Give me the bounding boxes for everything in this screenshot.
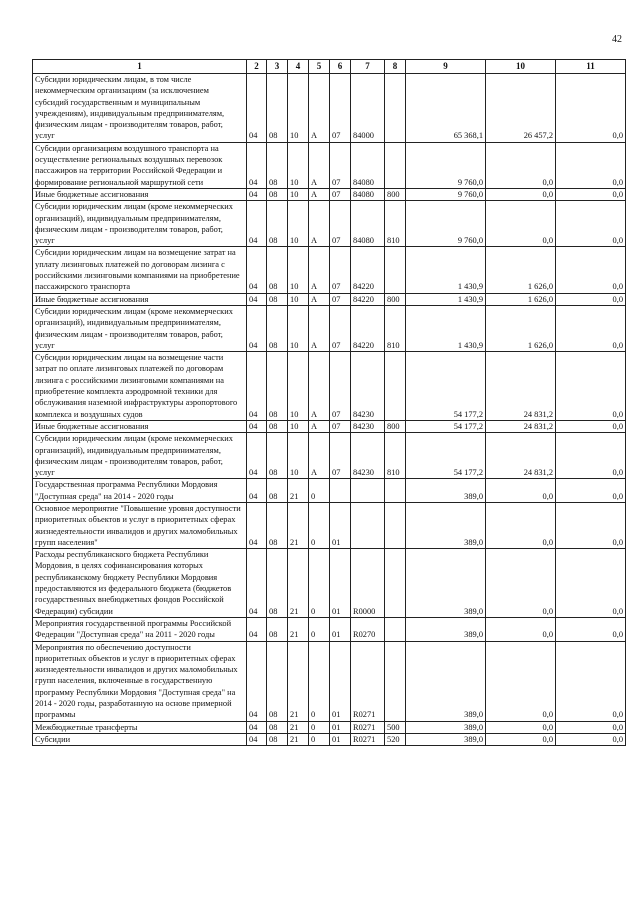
table-row: [33, 733, 626, 745]
amount-column-9: 54 177,2: [406, 433, 486, 479]
column-header: 7: [351, 60, 385, 74]
subprogram-code: А: [309, 74, 330, 143]
row-description: Основное мероприятие "Повышение уровня доступности приоритетных объектов и услуг в приоритетных сферах жизнедеятельности инвалидов и других маломобильных групп населения": [33, 502, 247, 548]
amount-column-11: 0,0: [556, 433, 626, 479]
column-header: 2: [247, 60, 267, 74]
program-code: 10: [288, 293, 309, 305]
section-code: 04: [247, 293, 267, 305]
event-code: 01: [330, 617, 351, 641]
program-code: 10: [288, 420, 309, 432]
section-code: 04: [247, 420, 267, 432]
section-code: 04: [247, 305, 267, 351]
expense-type-code: [385, 247, 406, 293]
subsection-code: 08: [267, 733, 288, 745]
amount-column-10: 0,0: [486, 617, 556, 641]
amount-column-9: 1 430,9: [406, 293, 486, 305]
row-description: Мероприятия государственной программы Российской Федерации "Доступная среда" на 2011 - 2020 годы: [33, 617, 247, 641]
expense-type-code: 800: [385, 420, 406, 432]
expense-type-code: [385, 617, 406, 641]
program-code: 21: [288, 733, 309, 745]
expense-type-code: [385, 142, 406, 188]
subprogram-code: 0: [309, 733, 330, 745]
amount-column-11: 0,0: [556, 502, 626, 548]
table-row: [33, 201, 626, 247]
amount-column-10: 0,0: [486, 188, 556, 200]
direction-code: 84230: [351, 420, 385, 432]
amount-column-9: 65 368,1: [406, 74, 486, 143]
expense-type-code: [385, 352, 406, 421]
subprogram-code: 0: [309, 617, 330, 641]
expense-type-code: 800: [385, 293, 406, 305]
amount-column-9: 1 430,9: [406, 305, 486, 351]
amount-column-10: 1 626,0: [486, 293, 556, 305]
table-row: [33, 247, 626, 293]
direction-code: 84230: [351, 352, 385, 421]
table-row: [33, 420, 626, 432]
subsection-code: 08: [267, 142, 288, 188]
amount-column-9: 54 177,2: [406, 420, 486, 432]
event-code: [330, 479, 351, 503]
amount-column-11: 0,0: [556, 733, 626, 745]
expense-type-code: [385, 479, 406, 503]
subsection-code: 08: [267, 479, 288, 503]
amount-column-10: 0,0: [486, 721, 556, 733]
direction-code: R0271: [351, 641, 385, 721]
subprogram-code: 0: [309, 479, 330, 503]
row-description: Субсидии юридическим лицам на возмещение части затрат по оплате лизинговых платежей по договорам лизинга с российскими лизинговыми компаниями на приобретение комплекта аэродромной техники для обслуживания наземной инфраструктуры аэропортового комплекса и воздушных судов: [33, 352, 247, 421]
expense-type-code: [385, 74, 406, 143]
direction-code: 84080: [351, 201, 385, 247]
amount-column-11: 0,0: [556, 479, 626, 503]
amount-column-9: 9 760,0: [406, 201, 486, 247]
program-code: 10: [288, 352, 309, 421]
program-code: 10: [288, 142, 309, 188]
subprogram-code: А: [309, 433, 330, 479]
budget-table: [32, 59, 626, 746]
event-code: 07: [330, 352, 351, 421]
direction-code: R0271: [351, 721, 385, 733]
section-code: 04: [247, 549, 267, 618]
subprogram-code: 0: [309, 549, 330, 618]
row-description: Субсидии организациям воздушного транспорта на осуществление региональных воздушных перевозок пассажиров на территории Российской Федерации и формирование региональной маршрутной сети: [33, 142, 247, 188]
table-row: [33, 549, 626, 618]
table-row: [33, 479, 626, 503]
amount-column-11: 0,0: [556, 305, 626, 351]
subsection-code: 08: [267, 641, 288, 721]
event-code: 01: [330, 641, 351, 721]
column-header: 8: [385, 60, 406, 74]
program-code: 10: [288, 74, 309, 143]
row-description: Субсидии юридическим лицам (кроме некоммерческих организаций), индивидуальным предпринимателям, физическим лицам - производителям товаров, работ, услуг: [33, 201, 247, 247]
amount-column-10: 26 457,2: [486, 74, 556, 143]
subprogram-code: А: [309, 420, 330, 432]
row-description: Субсидии: [33, 733, 247, 745]
section-code: 04: [247, 733, 267, 745]
table-row: [33, 142, 626, 188]
expense-type-code: [385, 641, 406, 721]
expense-type-code: 810: [385, 433, 406, 479]
expense-type-code: 810: [385, 305, 406, 351]
amount-column-10: 0,0: [486, 479, 556, 503]
amount-column-11: 0,0: [556, 617, 626, 641]
section-code: 04: [247, 142, 267, 188]
row-description: Субсидии юридическим лицам (кроме некоммерческих организаций), индивидуальным предпринимателям, физическим лицам - производителям товаров, работ, услуг: [33, 305, 247, 351]
amount-column-10: 24 831,2: [486, 352, 556, 421]
program-code: 10: [288, 247, 309, 293]
row-description: Государственная программа Республики Мордовия "Доступная среда" на 2014 - 2020 годы: [33, 479, 247, 503]
expense-type-code: [385, 549, 406, 618]
amount-column-11: 0,0: [556, 352, 626, 421]
section-code: 04: [247, 641, 267, 721]
subprogram-code: А: [309, 142, 330, 188]
section-code: 04: [247, 617, 267, 641]
direction-code: 84220: [351, 293, 385, 305]
direction-code: 84220: [351, 305, 385, 351]
expense-type-code: 810: [385, 201, 406, 247]
direction-code: [351, 479, 385, 503]
expense-type-code: 800: [385, 188, 406, 200]
row-description: Расходы республиканского бюджета Республики Мордовия, в целях софинансирования которых республиканскому бюджету Республики Мордовия предоставляются из федерального бюджета (бюджетов государственных внебюджетных фондов Российской Федерации) субсидии: [33, 549, 247, 618]
expense-type-code: [385, 502, 406, 548]
table-row: [33, 305, 626, 351]
amount-column-11: 0,0: [556, 420, 626, 432]
section-code: 04: [247, 433, 267, 479]
table-row: [33, 188, 626, 200]
amount-column-11: 0,0: [556, 549, 626, 618]
table-row: [33, 502, 626, 548]
amount-column-11: 0,0: [556, 641, 626, 721]
program-code: 10: [288, 433, 309, 479]
direction-code: R0000: [351, 549, 385, 618]
column-header: 3: [267, 60, 288, 74]
subprogram-code: А: [309, 201, 330, 247]
amount-column-10: 24 831,2: [486, 420, 556, 432]
expense-type-code: 500: [385, 721, 406, 733]
table-row: [33, 721, 626, 733]
section-code: 04: [247, 352, 267, 421]
program-code: 21: [288, 641, 309, 721]
direction-code: 84080: [351, 188, 385, 200]
amount-column-9: 9 760,0: [406, 142, 486, 188]
subsection-code: 08: [267, 201, 288, 247]
amount-column-10: 0,0: [486, 201, 556, 247]
amount-column-9: 1 430,9: [406, 247, 486, 293]
event-code: 07: [330, 74, 351, 143]
direction-code: 84220: [351, 247, 385, 293]
direction-code: R0271: [351, 733, 385, 745]
program-code: 21: [288, 502, 309, 548]
program-code: 21: [288, 617, 309, 641]
subsection-code: 08: [267, 420, 288, 432]
subprogram-code: 0: [309, 721, 330, 733]
program-code: 21: [288, 479, 309, 503]
column-header: 11: [556, 60, 626, 74]
amount-column-10: 0,0: [486, 733, 556, 745]
program-code: 10: [288, 305, 309, 351]
event-code: 07: [330, 305, 351, 351]
direction-code: 84000: [351, 74, 385, 143]
column-header: 4: [288, 60, 309, 74]
subsection-code: 08: [267, 74, 288, 143]
event-code: 01: [330, 549, 351, 618]
amount-column-9: 389,0: [406, 479, 486, 503]
subsection-code: 08: [267, 549, 288, 618]
amount-column-11: 0,0: [556, 74, 626, 143]
column-header: 5: [309, 60, 330, 74]
amount-column-10: 1 626,0: [486, 305, 556, 351]
subprogram-code: А: [309, 247, 330, 293]
subprogram-code: А: [309, 188, 330, 200]
subprogram-code: А: [309, 293, 330, 305]
row-description: Субсидии юридическим лицам, в том числе некоммерческим организациям (за исключением субсидий государственным и муниципальным учреждениям), индивидуальным предпринимателям, физическим лицам - производителям товаров, работ, услуг: [33, 74, 247, 143]
amount-column-9: 389,0: [406, 617, 486, 641]
amount-column-11: 0,0: [556, 293, 626, 305]
table-row: [33, 293, 626, 305]
amount-column-9: 389,0: [406, 641, 486, 721]
table-row: [33, 617, 626, 641]
section-code: 04: [247, 201, 267, 247]
program-code: 10: [288, 201, 309, 247]
column-header: 1: [33, 60, 247, 74]
subprogram-code: 0: [309, 641, 330, 721]
subsection-code: 08: [267, 617, 288, 641]
column-header: 9: [406, 60, 486, 74]
event-code: 07: [330, 293, 351, 305]
amount-column-11: 0,0: [556, 201, 626, 247]
table-row: [33, 74, 626, 143]
amount-column-11: 0,0: [556, 142, 626, 188]
section-code: 04: [247, 721, 267, 733]
subsection-code: 08: [267, 352, 288, 421]
direction-code: 84080: [351, 142, 385, 188]
amount-column-10: 0,0: [486, 641, 556, 721]
subsection-code: 08: [267, 293, 288, 305]
expense-type-code: 520: [385, 733, 406, 745]
amount-column-10: 0,0: [486, 142, 556, 188]
subprogram-code: А: [309, 305, 330, 351]
section-code: 04: [247, 188, 267, 200]
amount-column-10: 0,0: [486, 549, 556, 618]
amount-column-11: 0,0: [556, 247, 626, 293]
row-description: Иные бюджетные ассигнования: [33, 420, 247, 432]
event-code: 07: [330, 247, 351, 293]
row-description: Субсидии юридическим лицам на возмещение затрат на уплату лизинговых платежей по договорам лизинга с российскими лизинговыми компаниями на приобретение пассажирского транспорта: [33, 247, 247, 293]
event-code: 07: [330, 201, 351, 247]
row-description: Межбюджетные трансферты: [33, 721, 247, 733]
row-description: Иные бюджетные ассигнования: [33, 293, 247, 305]
section-code: 04: [247, 74, 267, 143]
subprogram-code: А: [309, 352, 330, 421]
amount-column-10: 24 831,2: [486, 433, 556, 479]
subprogram-code: 0: [309, 502, 330, 548]
amount-column-11: 0,0: [556, 188, 626, 200]
direction-code: [351, 502, 385, 548]
program-code: 21: [288, 721, 309, 733]
amount-column-9: 389,0: [406, 549, 486, 618]
amount-column-9: 389,0: [406, 733, 486, 745]
subsection-code: 08: [267, 433, 288, 479]
amount-column-11: 0,0: [556, 721, 626, 733]
header-row: [33, 60, 626, 74]
event-code: 07: [330, 420, 351, 432]
event-code: 07: [330, 188, 351, 200]
amount-column-10: 1 626,0: [486, 247, 556, 293]
table-row: [33, 641, 626, 721]
section-code: 04: [247, 479, 267, 503]
subsection-code: 08: [267, 721, 288, 733]
subsection-code: 08: [267, 502, 288, 548]
table-row: [33, 352, 626, 421]
event-code: 07: [330, 142, 351, 188]
column-header: 10: [486, 60, 556, 74]
amount-column-9: 9 760,0: [406, 188, 486, 200]
direction-code: 84230: [351, 433, 385, 479]
program-code: 10: [288, 188, 309, 200]
event-code: 01: [330, 502, 351, 548]
section-code: 04: [247, 247, 267, 293]
row-description: Иные бюджетные ассигнования: [33, 188, 247, 200]
amount-column-10: 0,0: [486, 502, 556, 548]
subsection-code: 08: [267, 247, 288, 293]
page-number: 42: [612, 34, 622, 45]
row-description: Субсидии юридическим лицам (кроме некоммерческих организаций), индивидуальным предпринимателям, физическим лицам - производителям товаров, работ, услуг: [33, 433, 247, 479]
amount-column-9: 389,0: [406, 721, 486, 733]
event-code: 01: [330, 721, 351, 733]
column-header: 6: [330, 60, 351, 74]
amount-column-9: 389,0: [406, 502, 486, 548]
direction-code: R0270: [351, 617, 385, 641]
amount-column-9: 54 177,2: [406, 352, 486, 421]
program-code: 21: [288, 549, 309, 618]
event-code: 01: [330, 733, 351, 745]
table-row: [33, 433, 626, 479]
subsection-code: 08: [267, 305, 288, 351]
event-code: 07: [330, 433, 351, 479]
subsection-code: 08: [267, 188, 288, 200]
section-code: 04: [247, 502, 267, 548]
row-description: Мероприятия по обеспечению доступности приоритетных объектов и услуг в приоритетных сферах жизнедеятельности инвалидов и других маломобильных групп населения, включенные в государственную программу Республики Мордовия "Доступная среда" на 2014 - 2020 годы, разработанную на основе примерной программы: [33, 641, 247, 721]
